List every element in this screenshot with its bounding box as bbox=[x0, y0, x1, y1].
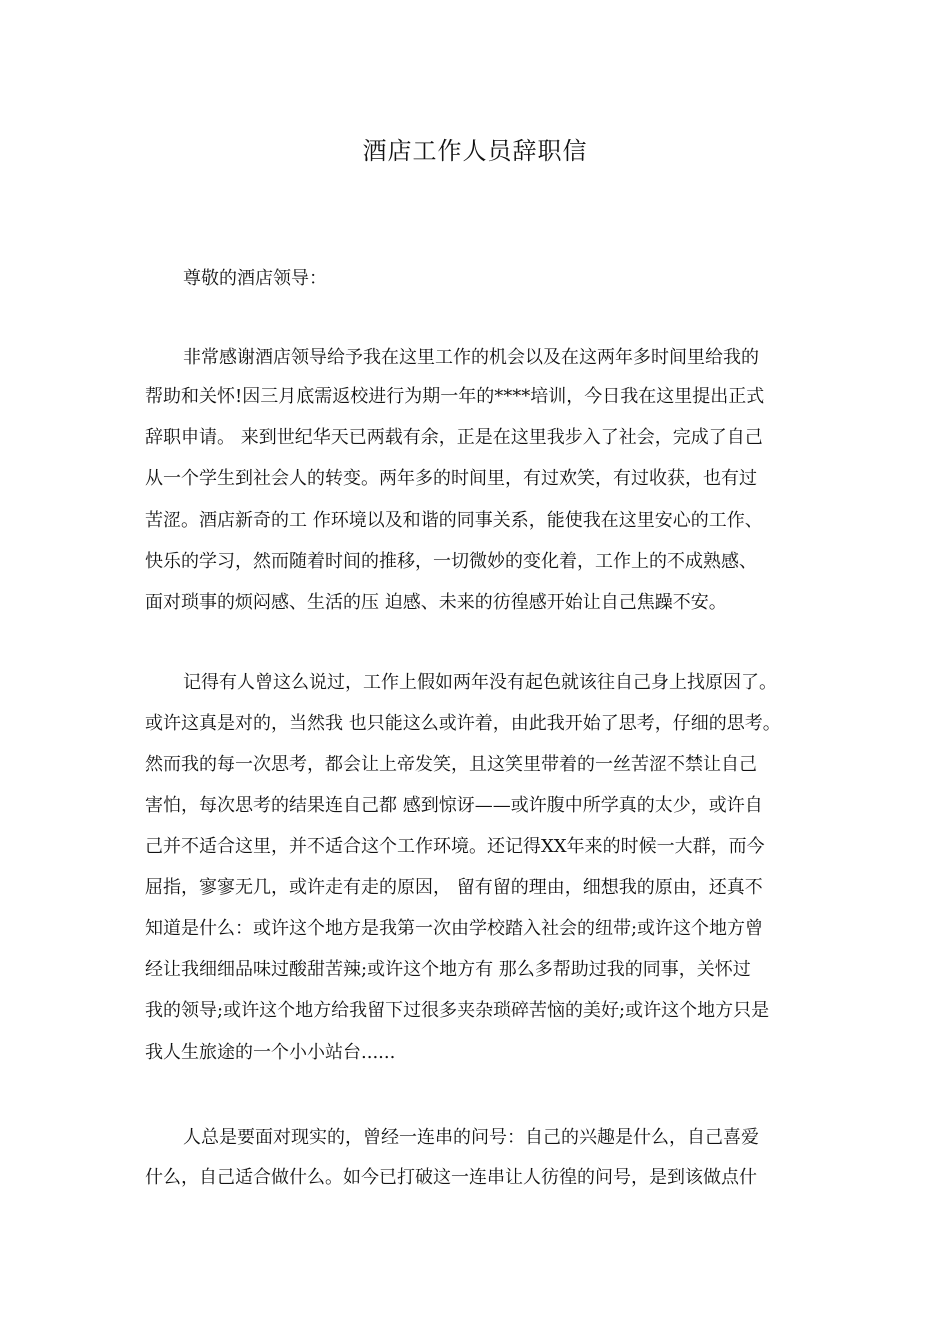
paragraph-1-line-2: 帮助和关怀!因三月底需返校进行为期一年的****培训，今日我在这里提出正式 bbox=[145, 386, 765, 407]
paragraph-3-line-2: 什么，自己适合做什么。如今已打破这一连串让人彷徨的问号，是到该做点什 bbox=[145, 1167, 757, 1188]
paragraph-2-line-10: 我人生旅途的一个小小站台...... bbox=[145, 1042, 396, 1063]
paragraph-2-line-3: 然而我的每一次思考，都会让上帝发笑，且这笑里带着的一丝苦涩不禁让自己 bbox=[145, 754, 757, 775]
salutation: 尊敬的酒店领导： bbox=[183, 268, 327, 289]
paragraph-1-line-3: 辞职申请。 来到世纪华天已两载有余，正是在这里我步入了社会，完成了自己 bbox=[145, 427, 763, 448]
document-title: 酒店工作人员辞职信 bbox=[362, 137, 588, 165]
paragraph-2-line-2: 或许这真是对的，当然我 也只能这么或许着，由此我开始了思考，仔细的思考。 bbox=[145, 713, 781, 734]
paragraph-2-line-1: 记得有人曾这么说过，工作上假如两年没有起色就该往自己身上找原因了。 bbox=[183, 672, 777, 693]
paragraph-3-line-1: 人总是要面对现实的，曾经一连串的问号：自己的兴趣是什么，自己喜爱 bbox=[183, 1127, 759, 1148]
paragraph-2-line-4: 害怕，每次思考的结果连自己都 感到惊讶——或许腹中所学真的太少，或许自 bbox=[145, 795, 763, 816]
paragraph-1-line-4: 从一个学生到社会人的转变。两年多的时间里，有过欢笑，有过收获，也有过 bbox=[145, 468, 757, 489]
paragraph-1-line-6: 快乐的学习，然而随着时间的推移，一切微妙的变化着，工作上的不成熟感、 bbox=[145, 551, 757, 572]
paragraph-2-line-8: 经让我细细品味过酸甜苦辣;或许这个地方有 那么多帮助过我的同事，关怀过 bbox=[145, 959, 751, 980]
paragraph-2-line-9: 我的领导;或许这个地方给我留下过很多夹杂琐碎苦恼的美好;或许这个地方只是 bbox=[145, 1000, 770, 1021]
paragraph-2-line-7: 知道是什么：或许这个地方是我第一次由学校踏入社会的纽带;或许这个地方曾 bbox=[145, 918, 764, 939]
paragraph-2-line-6: 屈指，寥寥无几，或许走有走的原因， 留有留的理由，细想我的原由，还真不 bbox=[145, 877, 763, 898]
paragraph-2-line-5: 己并不适合这里，并不适合这个工作环境。还记得XX年来的时候一大群，而今 bbox=[145, 836, 765, 857]
paragraph-1-line-5: 苦涩。酒店新奇的工 作环境以及和谐的同事关系，能使我在这里安心的工作、 bbox=[145, 510, 763, 531]
paragraph-1-line-1: 非常感谢酒店领导给予我在这里工作的机会以及在这两年多时间里给我的 bbox=[183, 347, 759, 368]
paragraph-1-line-7: 面对琐事的烦闷感、生活的压 迫感、未来的彷徨感开始让自己焦躁不安。 bbox=[145, 592, 727, 613]
